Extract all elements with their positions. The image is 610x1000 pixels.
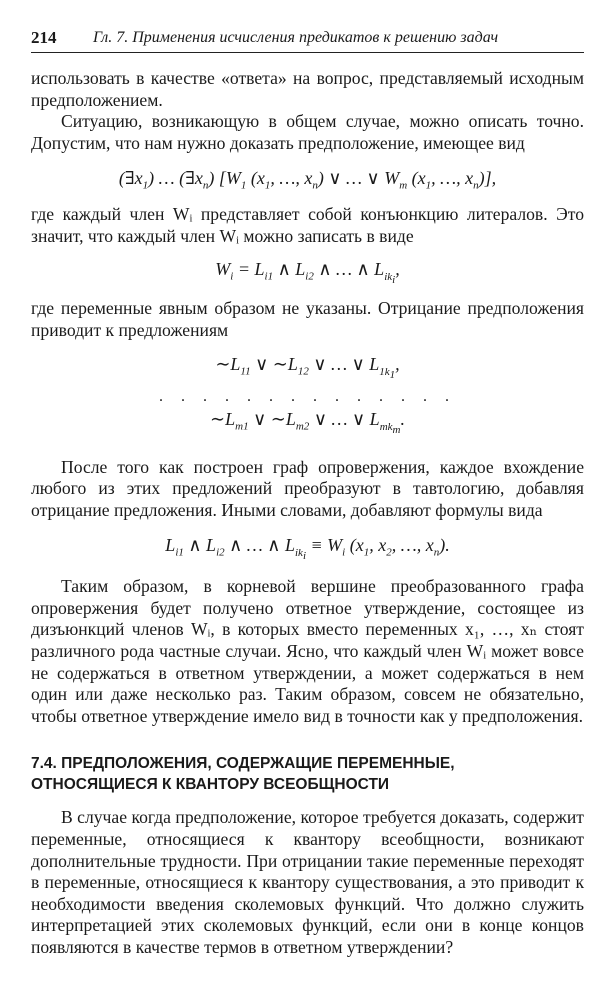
section-heading: 7.4. ПРЕДПОЛОЖЕНИЯ, СОДЕРЖАЩИЕ ПЕРЕМЕННЫЕ, ОТНОСЯЩИЕСЯ К КВАНТОРУ ВСЕОБЩНОСТИ [31,755,455,794]
paragraph: Таким образом, в корневой вершине преобразованного графа опровержения будет получено ответное утверждение, состоящее из дизъюнкций членов Wᵢ, в которых вместо переменных x₁, …, xₙ стоят различного рода частные случаи. Ясно, что каждый член Wᵢ может вовсе не содержаться в ответном утверждении, а может содержаться в нем один или даже несколько раз. Таким образом, совсем не обязательно, чтобы ответное утверждение имело вид в точности как у предположения. [31,576,584,726]
paragraph: где переменные явным образом не указаны. Отрицание предположения приводит к предложениям [31,297,584,340]
page-number: 214 [31,28,57,47]
formula-negated-clauses: $\sim L_{11}$ ∨ $\sim L_{12}$ ∨ … ∨ $L_{1k_1}$, . . . . . . . . . . . . . . $\sim L_{m1}$ ∨ $\sim L_{m2}$ ∨ … ∨ $L_{mk_m}$. [159,354,456,436]
paragraph: использовать в качестве «ответа» на вопрос, представляемый исходным предположением. [31,68,584,110]
formula-conjunction: $W_i = L_{i1}$ ∧ $L_{i2}$ ∧ … ∧ $L_{ik_i}$, [215,259,400,286]
formula-tautology: $L_{i1}$ ∧ $L_{i2}$ ∧ … ∧ $L_{ik_i} \equiv W_i$ ($x_1$, $x_2$, …, $x_n$). [165,535,450,563]
paragraph: где каждый член Wᵢ представляет собой конъюнкцию литералов. Это значит, что каждый член Wᵢ можно записать в виде [31,203,584,246]
formula-assumption: $(\exists x_1)$ … $(\exists x_n)$ [$W_1$ ($x_1$, …, $x_n$) ∨ … ∨ $W_m$ ($x_1$, …, $x_n$)], [118,168,497,192]
page-header [31,26,584,53]
running-title: Гл. 7. Применения исчисления предикатов к решению задач [93,29,499,46]
paragraph: После того как построен граф опровержения, каждое вхождение любого из этих предложений преобразуют в тавтологию, добавляя отрицание предложения. Иными словами, добавляют формулы вида [31,456,584,520]
paragraph: Ситуацию, возникающую в общем случае, можно описать точно. Допустим, что нам нужно доказать предположение, имеющее вид [31,111,584,153]
paragraph: В случае когда предположение, которое требуется доказать, содержит переменные, относящиеся к квантору всеобщности, возникают дополнительные трудности. При отрицании такие переменные переходят в переменные, относящиеся к квантору существования, а это приводит к необходимости введения сколемовых функций. Что должно служить интерпретацией этих сколемовых функций, если они в конце концов появляются в качестве термов в ответном утверждении? [31,807,584,957]
